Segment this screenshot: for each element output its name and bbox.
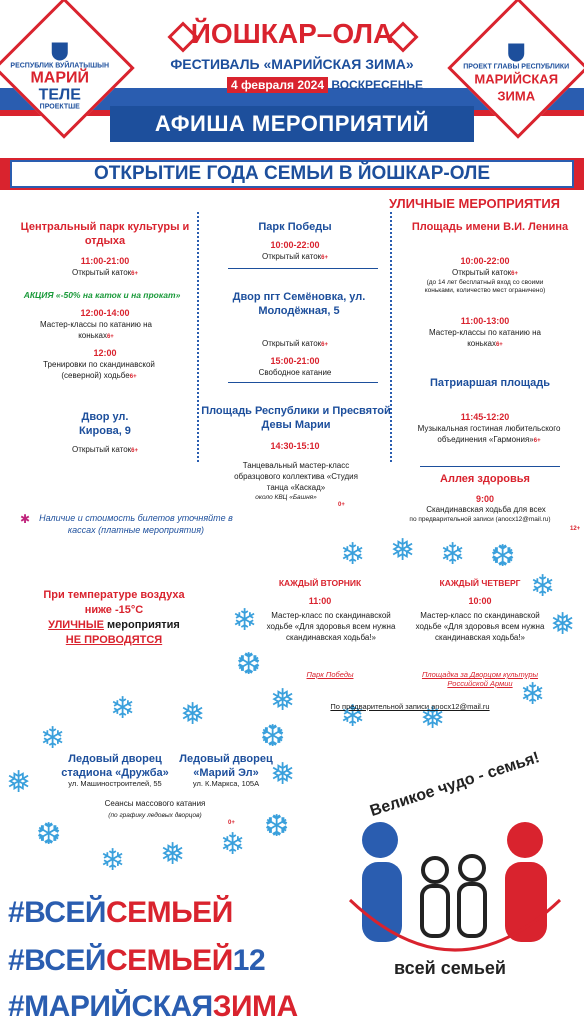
family-figure (423, 858, 447, 882)
opening-title: ОТКРЫТИЕ ГОДА СЕМЬИ В ЙОШКАР-ОЛЕ (10, 160, 574, 188)
snowflake-icon: ❅ (270, 757, 296, 792)
badge-mariy-tele: РЕСПУБЛИК ВУЙЛАТЫШЫН МАРИЙ ТЕЛЕ ПРОЕКТШЕ (0, 0, 135, 139)
hashtag-vseysemyey[interactable]: #ВСЕЙСЕМЬЕЙ (8, 896, 233, 929)
snowflake-icon: ❄ (110, 691, 136, 726)
badge-mariyskaya-zima: ПРОЕКТ ГЛАВЫ РЕСПУБЛИКИ МАРИЙСКАЯ ЗИМА (447, 0, 584, 139)
family-text: всей семьей (394, 958, 506, 978)
snowflake-icon: ❆ (490, 539, 516, 574)
snowflake-icon: ❄ (520, 677, 546, 712)
divider (228, 382, 378, 383)
snowflake-icon: ❆ (260, 719, 286, 754)
snowflake-icon: ❄ (340, 537, 366, 572)
promo-text: АКЦИЯ «-50% на каток и на прокат» (23, 290, 181, 300)
asterisk-icon: ✱ (20, 512, 31, 526)
venue-druzhba: Ледовый дворец стадиона «Дружба» (61, 753, 169, 779)
venue-kirova: Двор ул. Кирова, 9 (79, 411, 131, 437)
snowflake-icon: ❆ (36, 817, 62, 852)
snowflake-icon: ❄ (440, 537, 466, 572)
ticket-note: Наличие и стоимость билетов уточняйте в кассах (платные мероприятия) (39, 513, 233, 535)
city-title: ЙОШКАР–ОЛА (190, 18, 394, 49)
divider (420, 466, 560, 467)
venue-semenovka: Двор пгт Семёновка, ул. Молодёжная, 5 (232, 291, 366, 317)
family-figure (507, 822, 543, 858)
snowflake-icon: ❄ (100, 843, 126, 878)
link-dk-armii[interactable]: Площадка за Дворцом культуры Российской Армии (421, 670, 539, 688)
snowflake-icon: ❅ (180, 697, 206, 732)
afisha-title: АФИША МЕРОПРИЯТИЙ (110, 106, 474, 142)
street-events-title: УЛИЧНЫЕ МЕРОПРИЯТИЯ (388, 196, 560, 211)
venue-lenina: Площадь имени В.И. Ленина (411, 221, 569, 233)
snowflake-icon: ❅ (390, 533, 416, 568)
family-logo (340, 800, 570, 960)
divider (228, 268, 378, 269)
event-weekday: ВОСКРЕСЕНЬЕ (331, 78, 424, 92)
shield-icon (52, 42, 68, 60)
registration-note: По предварительной записи anocx12@mail.ru (330, 702, 490, 711)
link-park-pobedy[interactable]: Парк Победы (306, 670, 354, 679)
walk-tuesday-head: КАЖДЫЙ ВТОРНИК (278, 578, 362, 588)
snowflake-icon: ❅ (6, 765, 32, 800)
venue-alleya-zdorovya: Аллея здоровья (440, 473, 530, 485)
venue-ploshad-respubliki: Площадь Республики и Пресвятой Девы Марии (201, 405, 391, 431)
family-figure (460, 856, 484, 880)
festival-title: ФЕСТИВАЛЬ «МАРИЙСКАЯ ЗИМА» (170, 56, 414, 72)
venue-mariy-el: Ледовый дворец «Марий Эл» (179, 753, 273, 779)
family-figure (505, 862, 547, 942)
snowflake-icon: ❅ (160, 837, 186, 872)
temperature-note: При температуре воздуха ниже -15°С УЛИЧНЫЕ мероприятия НЕ ПРОВОДЯТСЯ (43, 589, 185, 646)
snowflake-icon: ❄ (220, 827, 246, 862)
snowflake-icon: ❅ (550, 607, 576, 642)
venue-park-pobedy: Парк Победы (258, 221, 332, 233)
family-figure (422, 886, 448, 936)
hashtag-vseysemyey12[interactable]: #ВСЕЙСЕМЬЕЙ12 (8, 944, 266, 977)
snowflake-icon: ❄ (340, 699, 366, 734)
snowflake-icon: ❅ (420, 701, 446, 736)
event-date: 4 февраля 2024 (227, 77, 328, 93)
family-figure (362, 862, 402, 942)
family-figure (362, 822, 398, 858)
slogan: Великое чудо - семья! (367, 749, 542, 820)
skier-icon (508, 44, 524, 62)
family-figure (459, 884, 485, 936)
hashtag-mariyskayazima[interactable]: #МАРИЙСКАЯЗИМА (8, 990, 298, 1023)
walk-thursday-head: КАЖДЫЙ ЧЕТВЕРГ (439, 578, 521, 588)
snowflake-icon: ❆ (236, 647, 262, 682)
snowflake-icon: ❆ (264, 809, 290, 844)
snowflake-icon: ❄ (530, 569, 556, 604)
snowflake-icon: ❄ (40, 721, 66, 756)
venue-patriarshaya: Патриаршая площадь (430, 377, 550, 389)
date-row (200, 78, 450, 92)
venue-central-park: Центральный парк культуры и отдыха (20, 221, 190, 247)
snowflake-icon: ❄ (232, 603, 258, 638)
snowflake-icon: ❅ (270, 683, 296, 718)
